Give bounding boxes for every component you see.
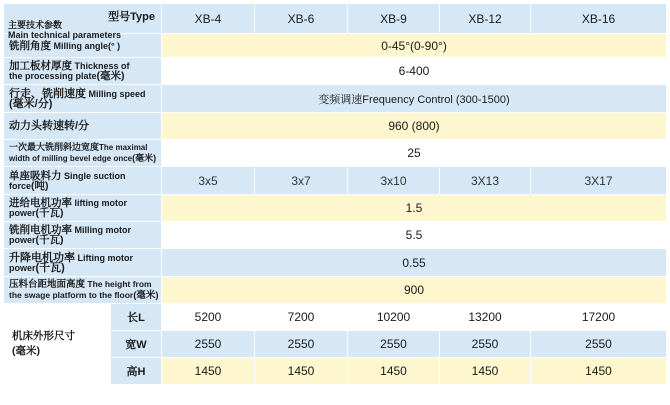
height-value: 1450	[440, 358, 531, 385]
main-params-label: 主要技术参数 Main technical parameters	[8, 20, 122, 40]
width-value: 2550	[531, 331, 667, 358]
height-value: 1450	[348, 358, 440, 385]
model-header: XB-9	[348, 4, 440, 34]
row-label: 进给电机功率 lifting motor power(千瓦)	[4, 195, 162, 222]
width-value: 2550	[162, 331, 255, 358]
suction-value: 3x7	[255, 167, 348, 195]
row-head-speed	[4, 113, 667, 140]
row-value: 变频调速Frequency Control (300-1500)	[162, 85, 667, 113]
header-row	[4, 4, 667, 34]
width-value: 2550	[255, 331, 348, 358]
row-label: 升降电机功率 Lifting motor power(千瓦)	[4, 249, 162, 277]
row-label: 铣削角度 Milling angle(° )	[4, 34, 162, 58]
row-length	[4, 304, 667, 331]
row-label: 单座吸料力 Single suction force(吨)	[4, 167, 162, 195]
row-milling-speed	[4, 85, 667, 113]
row-suction-force	[4, 167, 667, 195]
row-label: 压料台距地面高度 The height from the swage platform to the floor(毫米)	[4, 277, 162, 304]
model-header: XB-12	[440, 4, 531, 34]
row-label: 动力头转速转/分	[4, 113, 162, 140]
height-value: 1450	[255, 358, 348, 385]
height-value: 1450	[162, 358, 255, 385]
row-platform-height	[4, 277, 667, 304]
model-header: XB-4	[162, 4, 255, 34]
row-label: 行走、铣削速度 Milling speed (毫米/分)	[4, 85, 162, 113]
dimensions-label: 机床外形尺寸 (毫米)	[4, 304, 111, 385]
length-label: 长L	[111, 304, 162, 331]
suction-value: 3x10	[348, 167, 440, 195]
type-label: 型号Type	[108, 11, 155, 23]
suction-value: 3X17	[531, 167, 667, 195]
row-milling-motor-power	[4, 222, 667, 249]
header-corner	[4, 4, 162, 40]
length-value: 5200	[162, 304, 255, 331]
model-header: XB-16	[531, 4, 667, 34]
row-label: 铣削电机功率 Milling motor power(千瓦)	[4, 222, 162, 249]
row-bevel-width	[4, 140, 667, 167]
length-value: 7200	[255, 304, 348, 331]
row-value: 5.5	[162, 222, 667, 249]
length-value: 13200	[440, 304, 531, 331]
width-label: 宽W	[111, 331, 162, 358]
suction-value: 3X13	[440, 167, 531, 195]
row-lifting-motor-power	[4, 249, 667, 277]
row-value: 0-45°(0-90°)	[162, 34, 667, 58]
row-label: 加工板材厚度 Thickness of the processing plate(毫米)	[4, 58, 162, 85]
suction-value: 3x5	[162, 167, 255, 195]
spec-sheet	[3, 3, 666, 385]
row-value: 1.5	[162, 195, 667, 222]
row-value: 900	[162, 277, 667, 304]
row-value: 6-400	[162, 58, 667, 85]
model-header: XB-6	[255, 4, 348, 34]
row-feed-motor-power	[4, 195, 667, 222]
row-label: 一次最大铣削斜边宽度The maximal width of milling bevel edge once(毫米)	[4, 140, 162, 167]
row-value: 960 (800)	[162, 113, 667, 140]
height-value: 1450	[531, 358, 667, 385]
height-label: 高H	[111, 358, 162, 385]
length-value: 10200	[348, 304, 440, 331]
row-plate-thickness	[4, 58, 667, 85]
width-value: 2550	[440, 331, 531, 358]
row-value: 0.55	[162, 249, 667, 277]
width-value: 2550	[348, 331, 440, 358]
technical-parameters-table	[3, 3, 667, 385]
length-value: 17200	[531, 304, 667, 331]
row-value: 25	[162, 140, 667, 167]
